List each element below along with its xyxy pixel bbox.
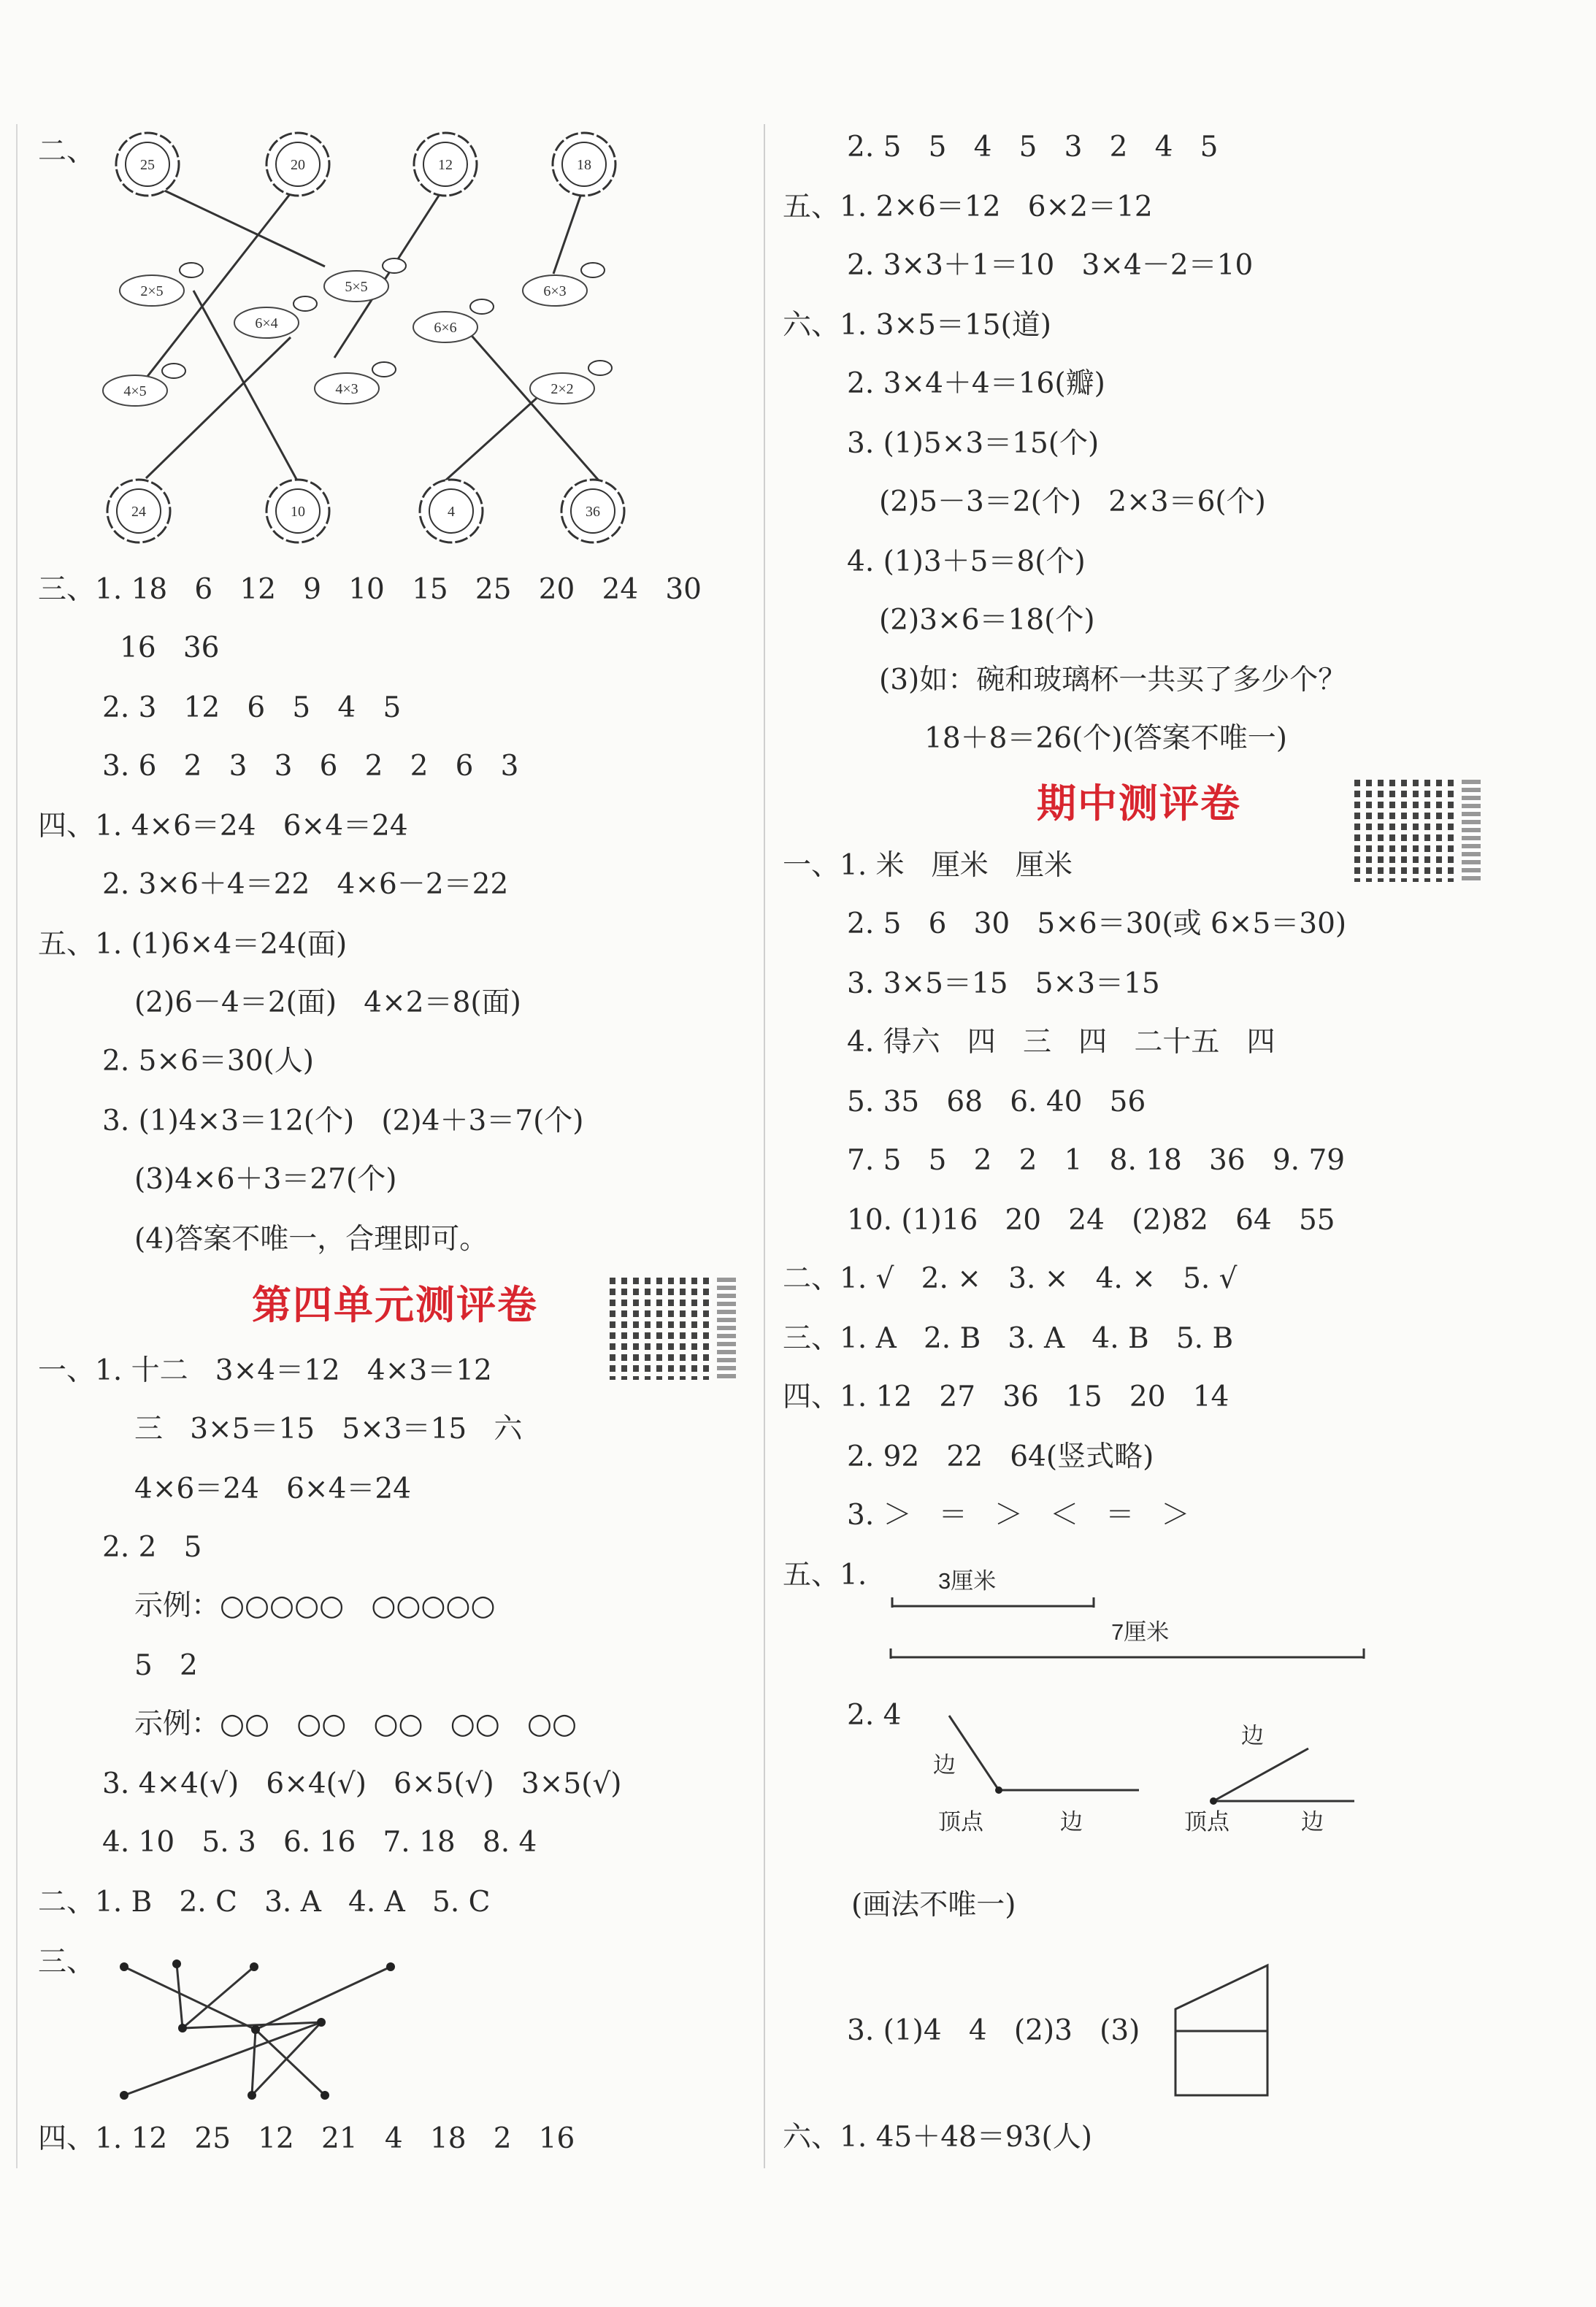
- bee-icon: [180, 263, 203, 277]
- unit4-title: 第四单元测评卷: [252, 1281, 538, 1328]
- column-divider: [764, 124, 765, 2168]
- answer-line: 4. 得六 四 三 四 二十五 四: [847, 1026, 1275, 1059]
- flower-number: 4: [448, 504, 455, 520]
- answer-line: 4×6＝24 6×4＝24: [134, 1473, 412, 1505]
- answer-line: 4. (1)3＋5＝8(个): [847, 545, 1086, 578]
- page-edge-line: [16, 124, 18, 2168]
- angle-drawing-1: [942, 1708, 1161, 1818]
- answer-line: 3. 3×5＝15 5×3＝15: [847, 967, 1160, 1000]
- match-line: [467, 331, 599, 480]
- bee-icon: [162, 364, 185, 378]
- flower-number: 12: [438, 157, 453, 173]
- answer-line: 三、1. 18 6 12 9 10 15 25 20 24 30: [38, 573, 702, 606]
- answer-line: 3. (1)4 4 (2)3 (3): [847, 2014, 1140, 2047]
- segment-label-7cm: 7厘米: [1111, 1619, 1170, 1645]
- answer-line: 2. 4: [847, 1699, 902, 1732]
- bee-expression: 6×3: [543, 283, 567, 299]
- answer-line: 3. 4×4(√) 6×4(√) 6×5(√) 3×5(√): [102, 1767, 622, 1800]
- flower-number: 18: [577, 157, 591, 173]
- answer-line: (3)如：碗和玻璃杯一共买了多少个？: [879, 664, 1347, 696]
- answer-line: 五、1. (1)6×4＝24(面): [38, 928, 348, 961]
- answer-line: 五、1.: [783, 1559, 867, 1592]
- section-er-label: 二、: [38, 135, 96, 168]
- answer-line: 5 2: [134, 1649, 198, 1682]
- bee-icon: [588, 361, 612, 375]
- segment-label-3cm: 3厘米: [938, 1568, 997, 1594]
- match-line: [146, 337, 291, 478]
- qr-side-strip: [717, 1278, 736, 1380]
- answer-line: 三、1. A 2. B 3. A 4. B 5. B: [783, 1322, 1234, 1355]
- answer-line: (2)3×6＝18(个): [879, 604, 1095, 637]
- answer-line: 二、1. B 2. C 3. A 4. A 5. C: [38, 1886, 491, 1919]
- answer-line: 2. 3 12 6 5 4 5: [102, 691, 402, 724]
- answer-line: 3. ＞ ＝ ＞ ＜ ＝ ＞: [847, 1499, 1190, 1532]
- segment-3cm: [891, 1597, 1110, 1612]
- bee-icon: [470, 299, 494, 314]
- flower-number: 25: [140, 157, 155, 173]
- answer-line: 2. 3×6＋4＝22 4×6－2＝22: [102, 868, 509, 901]
- qr-code-icon: [610, 1278, 712, 1380]
- answer-line: 五、1. 2×6＝12 6×2＝12: [783, 191, 1153, 223]
- answer-line: 一、1. 十二 3×4＝12 4×3＝12: [38, 1354, 492, 1387]
- answer-line: 16 36: [120, 632, 220, 664]
- segment-7cm: [889, 1648, 1371, 1663]
- bee-icon: [372, 362, 396, 377]
- bee-expression: 6×4: [255, 315, 278, 331]
- angle-side-label: 边: [1241, 1723, 1264, 1749]
- bee-icon: [383, 258, 406, 273]
- answer-line: 3. (1)5×3＝15(个): [847, 427, 1100, 460]
- answer-line: 3. (1)4×3＝12(个) (2)4＋3＝7(个): [102, 1105, 584, 1137]
- answer-line: 2. 5×6＝30(人): [102, 1045, 314, 1078]
- angle-side-label: 边: [1060, 1809, 1083, 1835]
- flower-number: 20: [291, 157, 305, 173]
- flower-number: 10: [291, 504, 305, 520]
- qr-side-strip: [1462, 780, 1481, 882]
- answer-line: 2. 92 22 64(竖式略): [847, 1440, 1154, 1473]
- bee-expression: 6×6: [434, 320, 457, 336]
- angle-side-label: 边: [1301, 1809, 1324, 1835]
- flower-number: 36: [586, 504, 600, 520]
- answer-line: (2)5－3＝2(个) 2×3＝6(个): [879, 485, 1266, 518]
- shape-drawing: [1174, 1958, 1276, 2104]
- answer-line: 六、1. 3×5＝15(道): [783, 309, 1051, 342]
- answer-line: 2. 3×4＋4＝16(瓣): [847, 367, 1105, 400]
- dot-matching-diagram: [110, 1957, 475, 2146]
- angle-vertex-label: 顶点: [938, 1809, 983, 1835]
- match-line: [444, 387, 549, 482]
- answer-line: 2. 3×3＋1＝10 3×4－2＝10: [847, 249, 1254, 282]
- match-line: [553, 185, 584, 274]
- answer-line: 3. 6 2 3 3 6 2 2 6 3: [102, 750, 519, 783]
- bee-expression: 4×3: [335, 381, 358, 397]
- answer-line: (3)4×6＋3＝27(个): [134, 1163, 397, 1196]
- answer-line: (画法不唯一): [851, 1889, 1016, 1922]
- flower-bee-matching-diagram: [102, 124, 686, 533]
- bee-expression: 2×5: [140, 283, 164, 299]
- bee-expression: 4×5: [123, 383, 147, 399]
- bee-expression: 2×2: [550, 381, 574, 397]
- section-san-label: 三、: [38, 1946, 96, 1978]
- midterm-title: 期中测评卷: [1037, 780, 1241, 826]
- answer-line: 4. 10 5. 3 6. 16 7. 18 8. 4: [102, 1826, 537, 1859]
- answer-line: 2. 5 6 30 5×6＝30(或 6×5＝30): [847, 907, 1347, 940]
- answer-line: 六、1. 45＋48＝93(人): [783, 2121, 1092, 2154]
- answer-line: 一、1. 米 厘米 厘米: [783, 849, 1073, 882]
- bee-expression: 5×5: [345, 279, 368, 295]
- angle-side-label: 边: [933, 1752, 956, 1778]
- answer-line: (4)答案不唯一，合理即可。: [134, 1223, 488, 1256]
- answer-line: 10. (1)16 20 24 (2)82 64 55: [847, 1204, 1335, 1237]
- answer-line: 四、1. 4×6＝24 6×4＝24: [38, 810, 408, 842]
- answer-line: 18＋8＝26(个)(答案不唯一): [924, 722, 1287, 755]
- bee-icon: [294, 296, 317, 311]
- answer-line: 示例：○○○○○ ○○○○○: [134, 1589, 496, 1622]
- answer-line: 2. 5 5 4 5 3 2 4 5: [847, 131, 1219, 164]
- answer-line: 5. 35 68 6. 40 56: [847, 1086, 1146, 1118]
- answer-line: 2. 2 5: [102, 1531, 202, 1564]
- answer-line: 四、1. 12 27 36 15 20 14: [783, 1381, 1229, 1413]
- answer-line: 四、1. 12 25 12 21 4 18 2 16: [38, 2122, 575, 2155]
- angle-vertex-label: 顶点: [1184, 1809, 1229, 1835]
- answer-line: (2)6－4＝2(面) 4×2＝8(面): [134, 986, 521, 1019]
- answer-line: 7. 5 5 2 2 1 8. 18 36 9. 79: [847, 1144, 1346, 1177]
- qr-code-icon: [1354, 780, 1457, 882]
- flower-number: 24: [131, 504, 146, 520]
- answer-line: 二、1. √ 2. × 3. × 4. × 5. √: [783, 1262, 1238, 1295]
- answer-line: 三 3×5＝15 5×3＝15 六: [134, 1413, 523, 1446]
- answer-line: 示例：○○ ○○ ○○ ○○ ○○: [134, 1708, 578, 1740]
- bee-icon: [581, 263, 605, 277]
